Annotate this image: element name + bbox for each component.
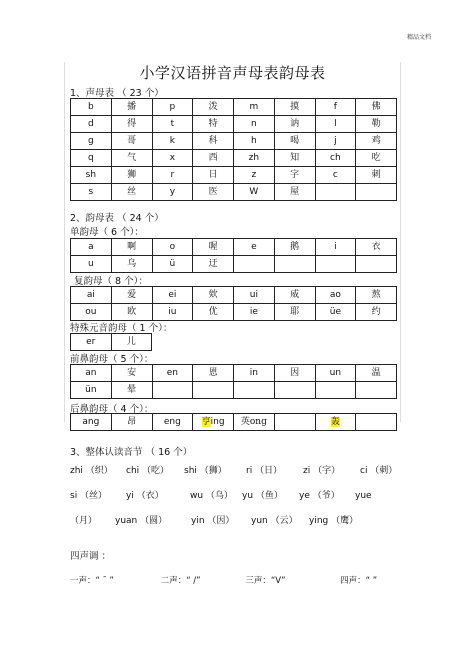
table-cell — [193, 382, 234, 399]
hou-yunmu-label: 后鼻韵母（ 4 个）： — [70, 404, 154, 415]
table-cell: 泼 — [193, 99, 234, 116]
table-cell: an — [71, 365, 112, 382]
table-cell: 屋 — [274, 184, 315, 201]
table-cell: a — [71, 239, 112, 256]
table-cell: b — [71, 99, 112, 116]
shengmu-table — [70, 98, 397, 201]
table-cell: ei — [152, 287, 193, 304]
table-cell: 儿 — [111, 334, 152, 351]
table-cell: o — [152, 239, 193, 256]
table-cell — [356, 256, 397, 273]
table-cell: g — [71, 133, 112, 150]
zhengti-syllable: chi （吃） — [126, 466, 170, 476]
table-cell: k — [152, 133, 193, 150]
table-cell: 刺 — [356, 167, 397, 184]
zhengti-line-3 — [70, 513, 369, 526]
zhengti-syllable: ri （日） — [246, 466, 283, 476]
tone-1: 一声：“ ¯ ” — [70, 576, 114, 586]
table-cell: zh — [234, 150, 275, 167]
table-cell: 晕 — [111, 382, 152, 399]
table-cell: 字 — [274, 167, 315, 184]
table-cell: üe — [315, 304, 356, 321]
fu-yunmu-table — [70, 286, 397, 321]
zhengti-syllable: yin （因） — [191, 516, 235, 526]
table-cell: 得 — [111, 116, 152, 133]
table-row — [71, 414, 397, 431]
table-cell: 勒 — [356, 116, 397, 133]
table-cell: 昂 — [111, 414, 152, 431]
table-cell: ang — [71, 414, 112, 431]
tone-4: 四声：“ ” — [340, 576, 378, 586]
table-cell: en — [152, 365, 193, 382]
zhengti-syllable: ying （鹰） — [309, 516, 359, 526]
table-row — [71, 167, 397, 184]
table-cell: eng — [152, 414, 193, 431]
table-cell: sh — [71, 167, 112, 184]
table-cell — [315, 184, 356, 201]
table-cell: r — [152, 167, 193, 184]
zhengti-syllable: wu （乌） — [190, 491, 233, 501]
table-cell — [234, 256, 275, 273]
table-cell: ai — [71, 287, 112, 304]
zhengti-syllable: ci （刺） — [360, 466, 398, 476]
table-cell — [315, 414, 356, 431]
table-cell: e — [234, 239, 275, 256]
table-cell: j — [315, 133, 356, 150]
table-cell: 乌 — [111, 256, 152, 273]
table-cell — [152, 382, 193, 399]
page-title: 小学汉语拼音声母表韵母表 — [139, 64, 326, 82]
table-cell: ie — [234, 304, 275, 321]
table-cell: l — [315, 116, 356, 133]
table-cell: 熬 — [356, 287, 397, 304]
table-cell: ui — [234, 287, 275, 304]
table-cell: i — [315, 239, 356, 256]
table-cell: 迂 — [193, 256, 234, 273]
table-cell: W — [234, 184, 275, 201]
table-cell — [315, 382, 356, 399]
table-cell: q — [71, 150, 112, 167]
frame-line-right — [400, 62, 401, 422]
table-cell: 丝 — [111, 184, 152, 201]
zhengti-syllable: （月） — [70, 516, 98, 526]
table-row — [71, 365, 397, 382]
table-cell: iu — [152, 304, 193, 321]
table-row — [71, 150, 397, 167]
table-cell: 鹅 — [274, 239, 315, 256]
table-cell: 摸 — [274, 99, 315, 116]
table-cell: 播 — [111, 99, 152, 116]
table-cell: 优 — [193, 304, 234, 321]
zhengti-line-2 — [70, 488, 385, 501]
table-cell: ou — [71, 304, 112, 321]
table-cell — [315, 256, 356, 273]
highlighted-char: 亨 — [201, 416, 211, 427]
qian-yunmu-label: 前鼻韵母（ 5 个）： — [70, 354, 154, 365]
frame-line-left — [64, 62, 65, 422]
table-cell — [356, 414, 397, 431]
table-cell: p — [152, 99, 193, 116]
table-cell: 特 — [193, 116, 234, 133]
table-cell: 喔 — [193, 239, 234, 256]
table-cell: z — [234, 167, 275, 184]
dan-yunmu-label: 单韵母（ 6 个）： — [70, 227, 144, 238]
table-cell: 知 — [274, 150, 315, 167]
zhengti-syllable: zi （字） — [303, 466, 341, 476]
table-row — [71, 184, 397, 201]
table-cell: 温 — [356, 365, 397, 382]
table-cell: 科 — [193, 133, 234, 150]
table-cell: er — [71, 334, 112, 351]
table-cell: 安 — [111, 365, 152, 382]
table-row — [71, 287, 397, 304]
zhengti-syllable: shi （狮） — [184, 466, 227, 476]
table-cell — [356, 382, 397, 399]
table-cell: 气 — [111, 150, 152, 167]
table-cell — [274, 256, 315, 273]
table-cell: 西 — [193, 150, 234, 167]
table-cell — [356, 184, 397, 201]
zhengti-syllable: si （丝） — [70, 491, 108, 501]
table-cell: 约 — [356, 304, 397, 321]
table-cell — [193, 414, 234, 431]
table-cell: 佛 — [356, 99, 397, 116]
highlighted-char: 轰 — [330, 416, 340, 427]
tone-row — [70, 574, 377, 586]
table-cell: x — [152, 150, 193, 167]
table-cell: 哥 — [111, 133, 152, 150]
qian-yunmu-table — [70, 364, 397, 399]
table-cell: 因 — [274, 365, 315, 382]
table-cell: h — [234, 133, 275, 150]
zhengti-line-1 — [70, 463, 400, 476]
tone-2: 二声：“ /” — [160, 576, 201, 586]
table-cell: 医 — [193, 184, 234, 201]
fu-yunmu-label: 复韵母（ 8 个）： — [74, 276, 148, 287]
table-cell: 英ong — [234, 414, 275, 431]
table-row — [71, 239, 397, 256]
table-cell: 喝 — [274, 133, 315, 150]
table-cell: 吃 — [356, 150, 397, 167]
table-cell: ün — [71, 382, 112, 399]
zhengti-syllable: yu （鱼） — [242, 491, 283, 501]
table-cell: 啊 — [111, 239, 152, 256]
yunmu-section-label: 2、韵母表 （ 24 个） — [70, 213, 164, 224]
table-row — [71, 304, 397, 321]
table-row — [71, 256, 397, 273]
table-cell: 恩 — [193, 365, 234, 382]
tone-3: 三声：“V” — [245, 576, 286, 586]
table-cell — [274, 382, 315, 399]
shengmu-section-label: 1、声母表 （ 23 个） — [70, 88, 164, 99]
table-cell: 欸 — [193, 287, 234, 304]
table-cell: 衣 — [356, 239, 397, 256]
teshu-yunmu-table — [70, 333, 152, 351]
table-cell: 鸡 — [356, 133, 397, 150]
table-row — [71, 99, 397, 116]
table-cell: 日 — [193, 167, 234, 184]
table-cell: 威 — [274, 287, 315, 304]
hou-yunmu-table — [70, 413, 397, 431]
table-cell: c — [315, 167, 356, 184]
table-cell: 欧 — [111, 304, 152, 321]
table-cell: ao — [315, 287, 356, 304]
table-cell: s — [71, 184, 112, 201]
table-row — [71, 116, 397, 133]
cell-text: ing — [210, 416, 225, 427]
table-cell — [274, 414, 315, 431]
dan-yunmu-table — [70, 238, 397, 273]
table-cell: 耶 — [274, 304, 315, 321]
zhengti-syllable: yuan （圆） — [115, 516, 168, 526]
corner-header-text: 精品文档 — [406, 34, 431, 41]
table-cell: 讷 — [274, 116, 315, 133]
zhengti-syllable: zhi （织） — [70, 466, 113, 476]
zhengti-syllable: yun （云） — [251, 516, 298, 526]
teshu-yunmu-label: 特殊元音韵母（ 1 个）： — [70, 323, 173, 334]
table-cell: 爱 — [111, 287, 152, 304]
table-cell: ü — [152, 256, 193, 273]
table-row — [71, 133, 397, 150]
table-row — [71, 334, 152, 351]
table-row — [71, 382, 397, 399]
table-cell: ch — [315, 150, 356, 167]
table-cell: y — [152, 184, 193, 201]
zhengti-syllable: yue — [355, 491, 372, 501]
table-cell: un — [315, 365, 356, 382]
table-cell: m — [234, 99, 275, 116]
table-cell: f — [315, 99, 356, 116]
zhengti-section-label: 3、整体认读音节 （ 16 个） — [70, 447, 193, 458]
table-cell — [234, 382, 275, 399]
table-cell: n — [234, 116, 275, 133]
zhengti-syllable: ye （爷） — [299, 491, 340, 501]
zhengti-syllable: yi （衣） — [126, 491, 164, 501]
table-cell: in — [234, 365, 275, 382]
table-cell: d — [71, 116, 112, 133]
table-cell: u — [71, 256, 112, 273]
table-cell: t — [152, 116, 193, 133]
table-cell: 狮 — [111, 167, 152, 184]
tone-section-label: 四声调 ： — [70, 551, 112, 562]
